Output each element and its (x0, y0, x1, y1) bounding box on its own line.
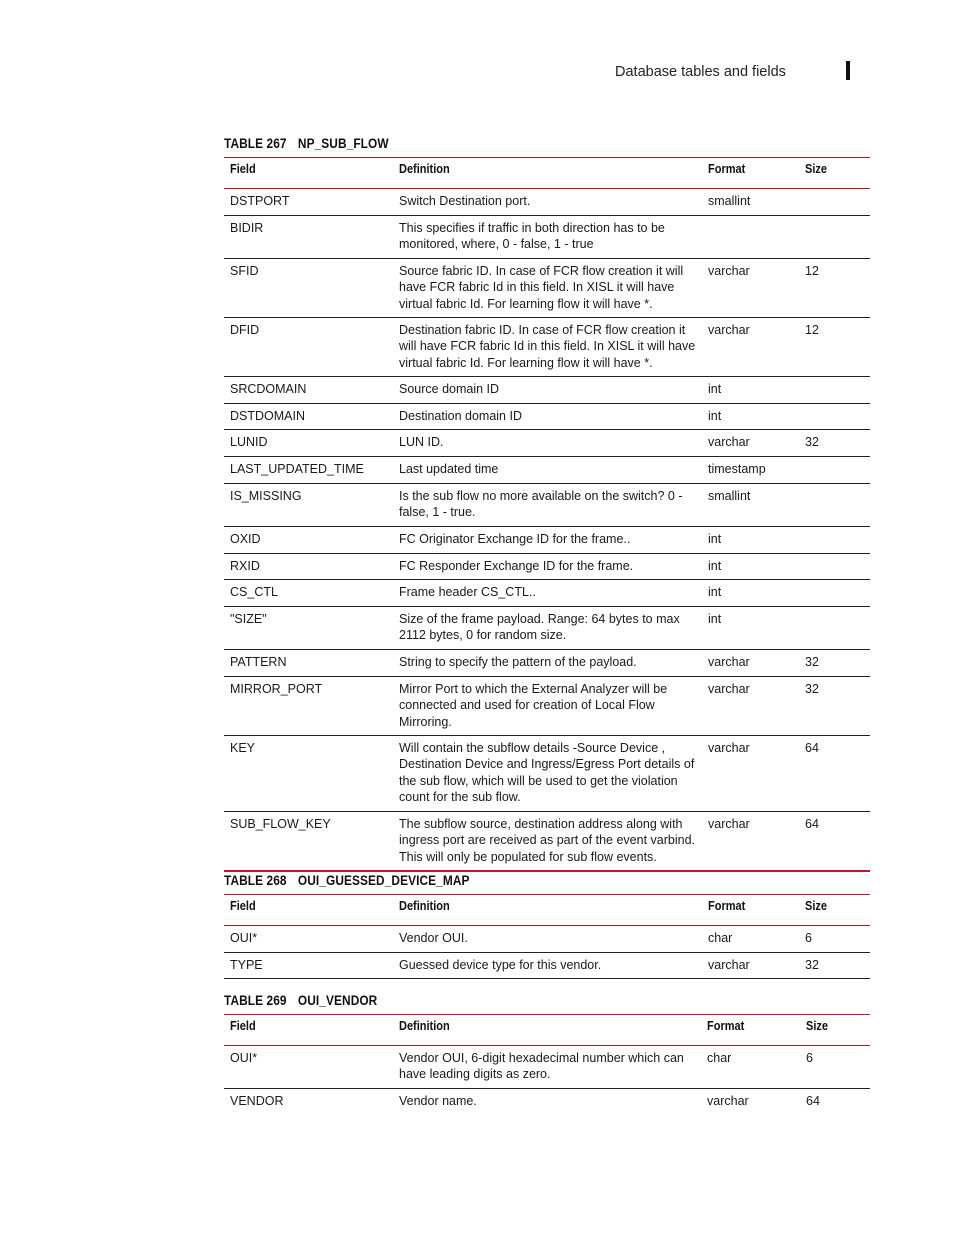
column-header: Field (230, 899, 256, 913)
table-number: TABLE 267 (224, 136, 287, 151)
table-name: NP_SUB_FLOW (297, 136, 389, 151)
cell-field: TYPE (230, 958, 263, 972)
cell-size: 32 (805, 435, 819, 449)
cell-format: varchar (708, 264, 750, 278)
cell-field: VENDOR (230, 1094, 284, 1108)
cell-format: timestamp (708, 462, 766, 476)
cell-format: varchar (708, 741, 750, 755)
cell-size: 32 (805, 655, 819, 669)
table-oui-guessed-device-map (224, 894, 870, 979)
table-header-row (224, 894, 870, 926)
column-header: Size (806, 1019, 829, 1033)
table-body (224, 189, 870, 872)
table-row (224, 1046, 870, 1089)
table-name: OUI_GUESSED_DEVICE_MAP (297, 873, 470, 888)
cell-definition: Will contain the subflow details -Source Device , Destination Device and Ingress/Egress Port details of the sub flow, which will be used to get the violation count for the sub flow. (399, 741, 695, 805)
cell-field: DFID (230, 323, 260, 337)
cell-field: RXID (230, 559, 260, 573)
cell-definition: LUN ID. (399, 435, 444, 449)
column-header: Size (805, 899, 828, 913)
table-row (224, 677, 870, 736)
cell-format: int (708, 532, 722, 546)
table-row (224, 259, 870, 318)
cell-definition: Source fabric ID. In case of FCR flow creation it will have FCR fabric Id in this field. In XISL it will have virtual fabric Id. For learning flow it will have *. (399, 264, 684, 311)
cell-definition: FC Responder Exchange ID for the frame. (399, 559, 634, 573)
cell-field: MIRROR_PORT (230, 682, 323, 696)
cell-format: smallint (708, 489, 751, 503)
cell-definition: Vendor OUI. (399, 931, 468, 945)
cell-field: KEY (230, 741, 256, 755)
cell-definition: FC Originator Exchange ID for the frame.. (399, 532, 631, 546)
table-row (224, 812, 870, 872)
cell-size: 12 (805, 264, 819, 278)
table-row (224, 1089, 870, 1119)
cell-definition: Guessed device type for this vendor. (399, 958, 602, 972)
table-caption (224, 136, 389, 151)
cell-field: LAST_UPDATED_TIME (230, 462, 364, 476)
cell-size: 64 (805, 741, 819, 755)
table-row (224, 650, 870, 677)
chapter-tab-marker (846, 61, 850, 80)
cell-size: 32 (805, 958, 819, 972)
cell-definition: Last updated time (399, 462, 499, 476)
cell-format: varchar (708, 817, 750, 831)
table-header-row (224, 1014, 870, 1046)
column-header: Definition (399, 162, 450, 176)
table-row (224, 404, 870, 430)
cell-size: 64 (805, 817, 819, 831)
cell-field: CS_CTL (230, 585, 278, 599)
table-row (224, 607, 870, 650)
table-body (224, 926, 870, 979)
table-row (224, 926, 870, 953)
cell-field: LUNID (230, 435, 268, 449)
cell-format: int (708, 559, 722, 573)
table-row (224, 189, 870, 216)
cell-format: char (707, 1051, 732, 1065)
table-np-sub-flow (224, 157, 870, 872)
cell-size: 12 (805, 323, 819, 337)
table-row (224, 736, 870, 812)
column-header: Format (708, 899, 746, 913)
cell-field: IS_MISSING (230, 489, 302, 503)
column-header: Field (230, 162, 256, 176)
cell-format: int (708, 409, 722, 423)
cell-field: OUI* (230, 1051, 258, 1065)
table-row (224, 527, 870, 554)
table-number: TABLE 269 (224, 993, 287, 1008)
cell-field: DSTDOMAIN (230, 409, 305, 423)
cell-definition: The subflow source, destination address along with ingress port are received as part of the event varbind. This will only be populated for sub flow events. (399, 817, 695, 864)
cell-field: "SIZE" (230, 612, 267, 626)
cell-definition: String to specify the pattern of the payload. (399, 655, 637, 669)
cell-definition: Destination fabric ID. In case of FCR flow creation it will have FCR fabric Id in this field. In XISL it will have virtual fabric Id. For learning flow it will have *. (399, 323, 696, 370)
cell-format: char (708, 931, 733, 945)
cell-field: DSTPORT (230, 194, 290, 208)
cell-format: int (708, 382, 722, 396)
cell-field: BIDIR (230, 221, 264, 235)
cell-definition: Size of the frame payload. Range: 64 bytes to max 2112 bytes, 0 for random size. (399, 612, 680, 643)
table-caption (224, 873, 470, 888)
cell-field: OXID (230, 532, 261, 546)
cell-definition: Vendor name. (399, 1094, 477, 1108)
cell-size: 32 (805, 682, 819, 696)
cell-definition: This specifies if traffic in both direction has to be monitored, where, 0 - false, 1 - true (399, 221, 665, 252)
cell-format: smallint (708, 194, 751, 208)
cell-field: SFID (230, 264, 259, 278)
column-header: Definition (399, 1019, 450, 1033)
cell-format: int (708, 585, 722, 599)
cell-format: varchar (707, 1094, 749, 1108)
cell-field: PATTERN (230, 655, 287, 669)
cell-format: int (708, 612, 722, 626)
cell-field: SRCDOMAIN (230, 382, 307, 396)
cell-definition: Is the sub flow no more available on the switch? 0 - false, 1 - true. (399, 489, 683, 520)
table-name: OUI_VENDOR (297, 993, 378, 1008)
table-header-row (224, 157, 870, 189)
column-header: Field (230, 1019, 256, 1033)
cell-format: varchar (708, 682, 750, 696)
column-header: Definition (399, 899, 450, 913)
table-row (224, 430, 870, 457)
table-body (224, 1046, 870, 1119)
cell-format: varchar (708, 958, 750, 972)
cell-field: SUB_FLOW_KEY (230, 817, 331, 831)
cell-size: 6 (806, 1051, 813, 1065)
table-caption (224, 993, 377, 1008)
cell-definition: Destination domain ID (399, 409, 522, 423)
column-header: Size (805, 162, 828, 176)
table-row (224, 554, 870, 580)
column-header: Format (708, 162, 746, 176)
table-row (224, 216, 870, 259)
cell-definition: Mirror Port to which the External Analyzer will be connected and used for creation of Local Flow Mirroring. (399, 682, 668, 729)
cell-definition: Frame header CS_CTL.. (399, 585, 536, 599)
cell-definition: Switch Destination port. (399, 194, 531, 208)
cell-field: OUI* (230, 931, 258, 945)
cell-size: 64 (806, 1094, 820, 1108)
cell-definition: Source domain ID (399, 382, 500, 396)
table-row (224, 457, 870, 484)
table-row (224, 377, 870, 404)
table-row (224, 318, 870, 377)
column-header: Format (707, 1019, 745, 1033)
table-row (224, 580, 870, 607)
table-number: TABLE 268 (224, 873, 287, 888)
table-oui-vendor (224, 1014, 870, 1119)
cell-format: varchar (708, 323, 750, 337)
cell-format: varchar (708, 655, 750, 669)
table-row (224, 953, 870, 979)
running-header: Database tables and fields (615, 64, 786, 80)
cell-size: 6 (805, 931, 812, 945)
cell-definition: Vendor OUI, 6-digit hexadecimal number which can have leading digits as zero. (399, 1051, 684, 1082)
cell-format: varchar (708, 435, 750, 449)
table-row (224, 484, 870, 527)
